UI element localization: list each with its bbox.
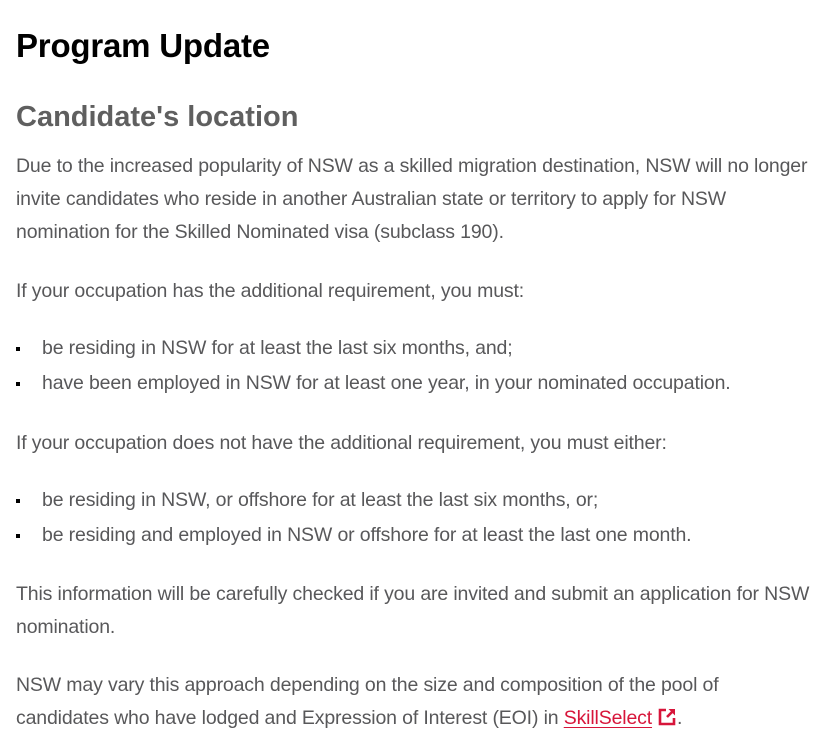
square-bullet-icon [16, 534, 20, 538]
square-bullet-icon [16, 347, 20, 351]
skillselect-link-label: SkillSelect [563, 707, 653, 729]
checked-note-paragraph: This information will be carefully checked if you are invited and submit an application for NSW nomination. [16, 583, 810, 638]
vary-note-paragraph [16, 669, 810, 738]
list-item-text: be residing and employed in NSW or offshore for at least the last one month. [42, 524, 692, 546]
external-link-icon [657, 705, 677, 738]
list-item-text: be residing in NSW for at least the last six months, and; [42, 337, 513, 359]
additional-requirement-list [16, 331, 810, 401]
list-item [16, 483, 810, 518]
intro-paragraph: Due to the increased popularity of NSW as a skilled migration destination, NSW will no longer invite candidates who reside in another Australian state or territory to apply for NSW nomination for the Skilled Nominated visa (subclass 190). [16, 155, 808, 243]
square-bullet-icon [16, 499, 20, 503]
page-title: Program Update [16, 27, 270, 64]
list-item [16, 366, 810, 401]
list-item [16, 518, 810, 553]
list-item-text: be residing in NSW, or offshore for at least the last six months, or; [42, 489, 599, 511]
vary-note-text: NSW may vary this approach depending on the size and composition of the pool of candidates who have lodged and Expression of Interest (EOI) in [16, 674, 719, 729]
vary-note-end: . [677, 707, 683, 729]
skillselect-link[interactable] [564, 707, 677, 729]
section-title: Candidate's location [16, 101, 299, 133]
no-additional-requirement-list [16, 483, 810, 553]
no-additional-requirement-intro: If your occupation does not have the additional requirement, you must either: [16, 432, 667, 454]
list-item-text: have been employed in NSW for at least one year, in your nominated occupation. [42, 372, 731, 394]
additional-requirement-intro: If your occupation has the additional requirement, you must: [16, 280, 525, 302]
list-item [16, 331, 810, 366]
square-bullet-icon [16, 382, 20, 386]
